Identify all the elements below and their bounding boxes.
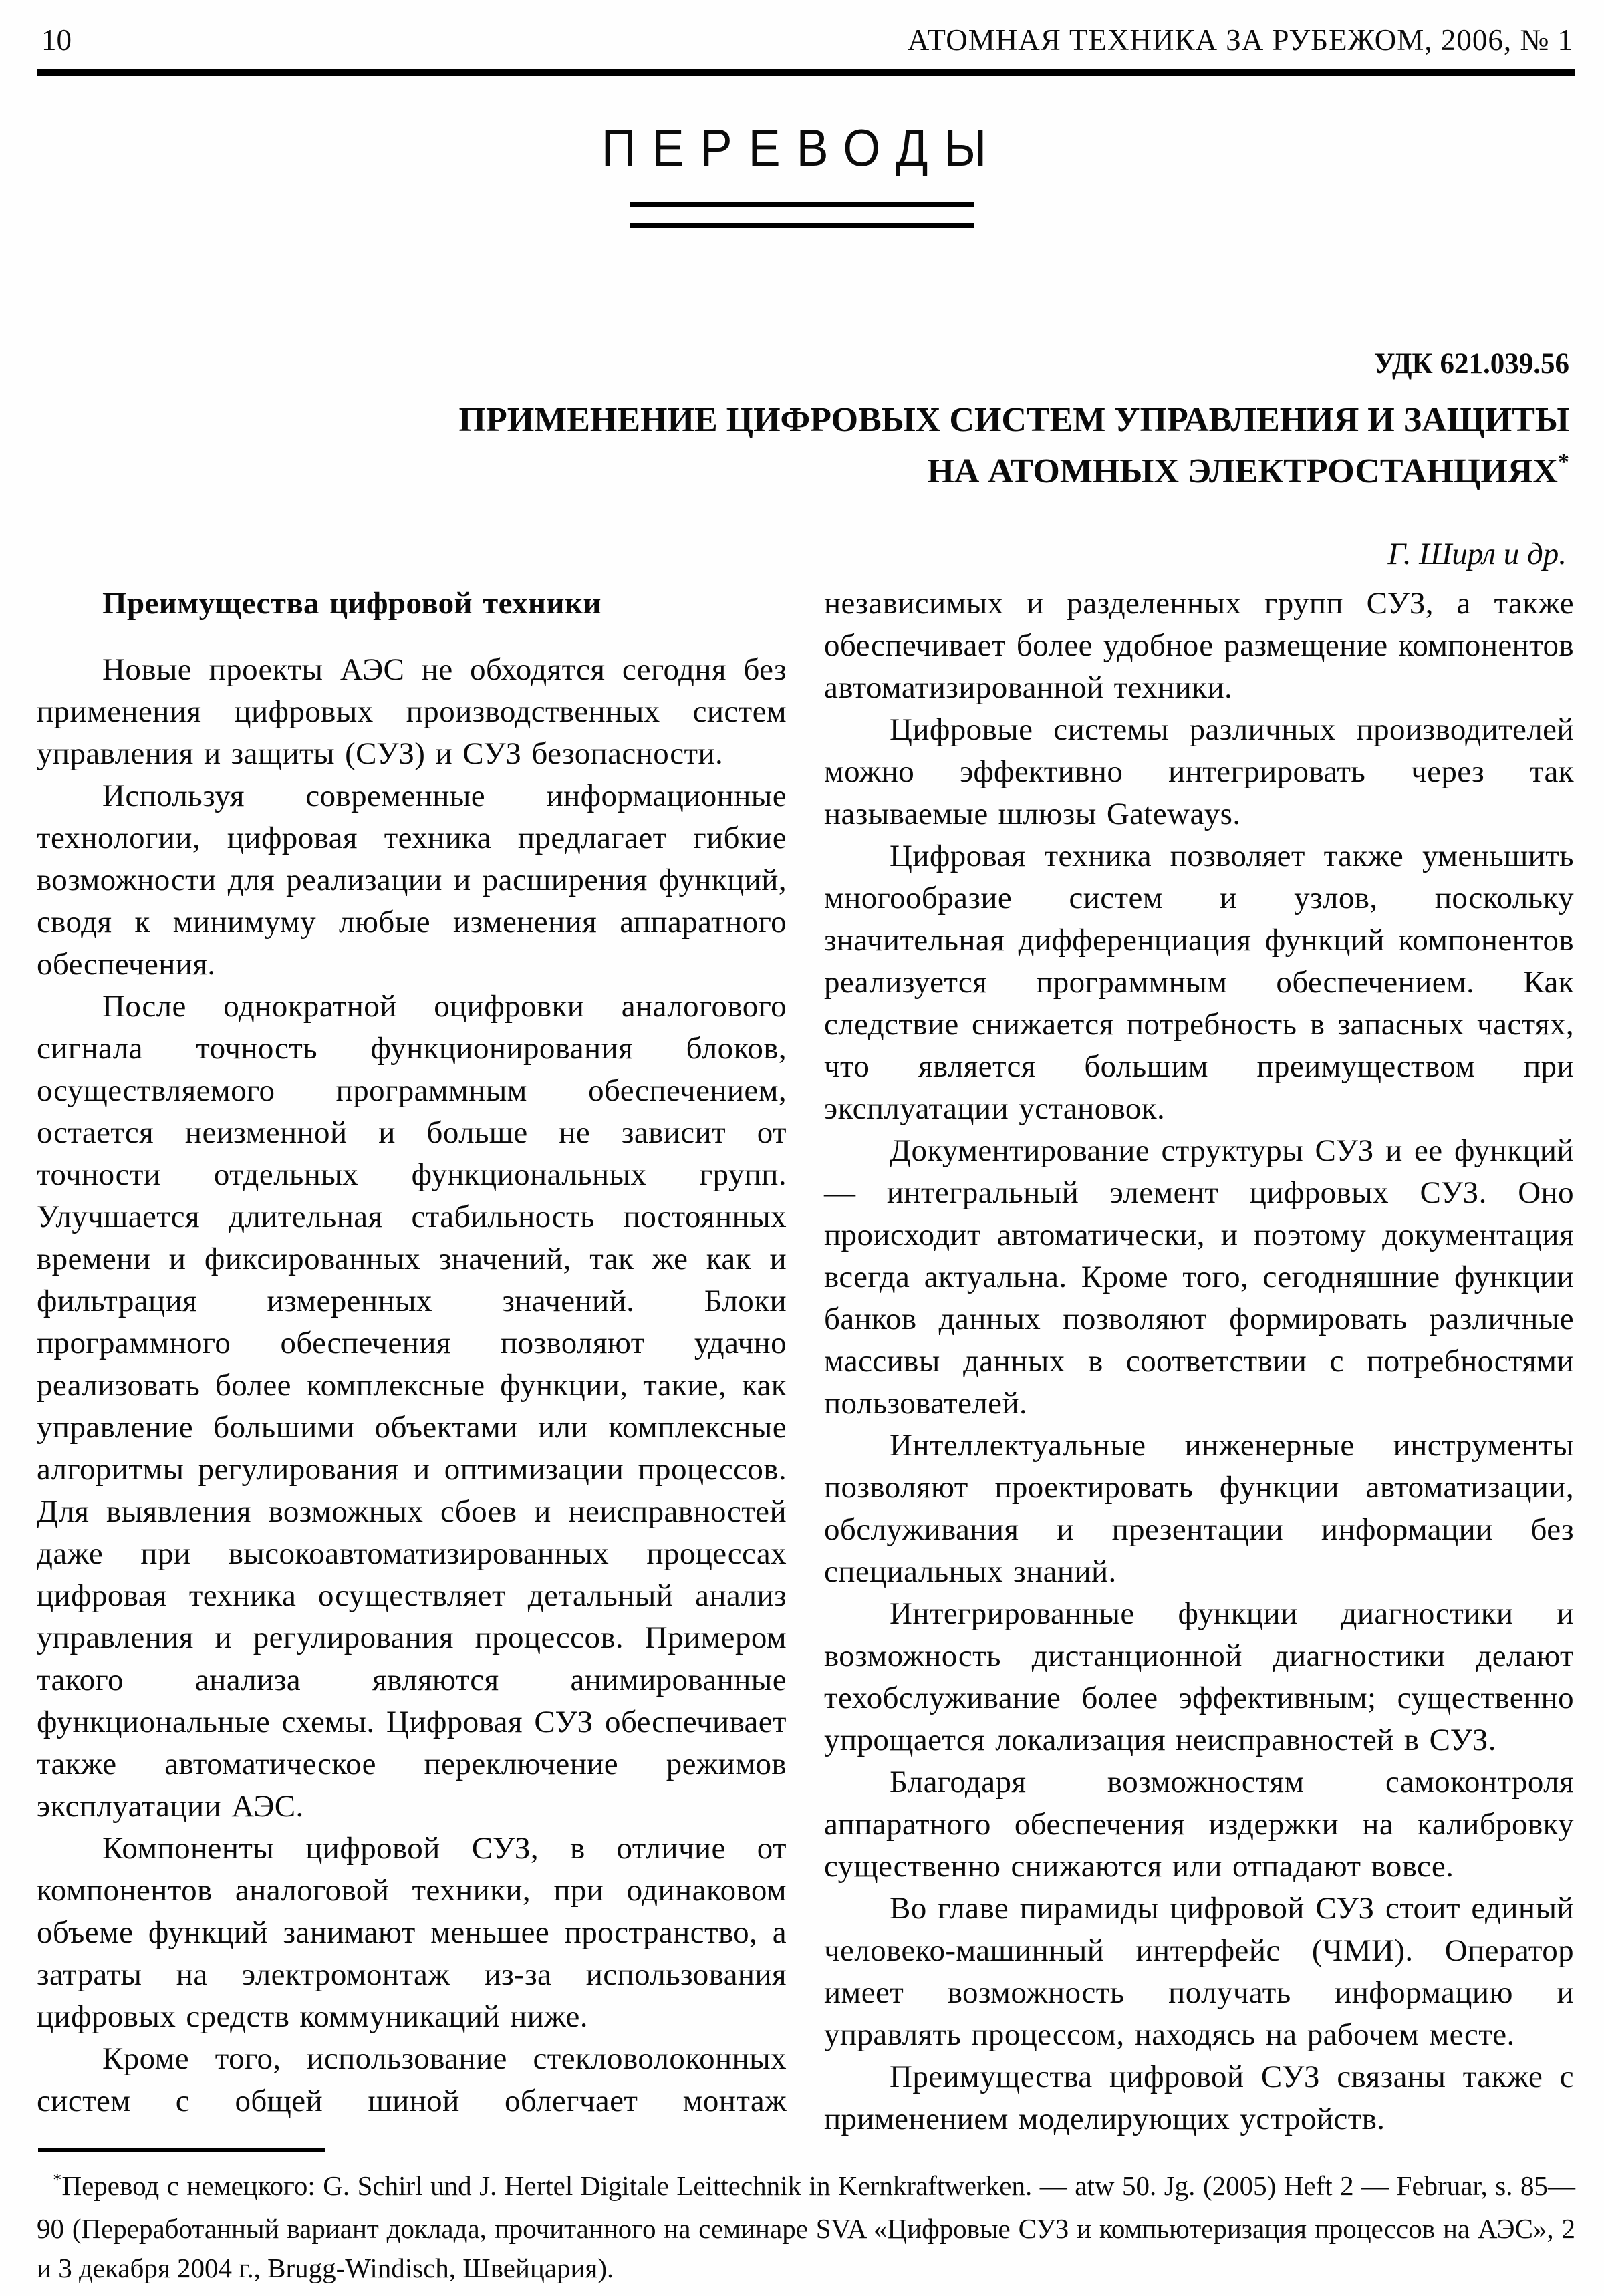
paragraph: Цифровая техника позволяет также уменьшить многообразие систем и узлов, поскольку значительная дифференциация функций компонентов реализуется программным обеспечением. Как следствие снижается потребность в запасных частях, что является большим преимуществом при эксплуатации установок. xyxy=(824,839,1574,1126)
journal-running-title: АТОМНАЯ ТЕХНИКА ЗА РУБЕЖОМ, 2006, № 1 xyxy=(907,23,1573,57)
page-number: 10 xyxy=(41,23,72,57)
author-line: Г. Ширл и др. xyxy=(1387,537,1567,571)
title-footnote-marker: * xyxy=(1558,450,1569,474)
paragraph: Благодаря возможностям самоконтроля аппаратного обеспечения издержки на калибровку существенно снижаются или отпадают вовсе. xyxy=(824,1765,1574,1884)
header-rule xyxy=(37,69,1575,76)
left-column xyxy=(37,583,787,2122)
right-column xyxy=(824,583,1574,2140)
paragraph: Во главе пирамиды цифровой СУЗ стоит единый человеко-машинный интерфейс (ЧМИ). Оператор имеет возможность получать информацию и управлять процессом, находясь на рабочем месте. xyxy=(824,1891,1574,2052)
udk-code: УДК 621.039.56 xyxy=(1373,348,1569,380)
footnote-text: Перевод с немецкого: G. Schirl und J. Hertel Digitale Leittechnik in Kernkraftwerken. — atw 50. Jg. (2005) Heft 2 — Februar, s. 85—90 (Переработанный вариант доклада, прочитанного на семинаре SVA «Цифровые СУЗ и компьютеризация процессов на АЭС», 2 и 3 декабря 2004 г., Brugg-Windisch, Швейцария). xyxy=(37,2170,1575,2283)
article-title-line1: ПРИМЕНЕНИЕ ЦИФРОВЫХ СИСТЕМ УПРАВЛЕНИЯ И ЗАЩИТЫ xyxy=(458,401,1569,439)
footnote-marker: * xyxy=(53,2170,62,2190)
paragraph: Преимущества цифровой СУЗ связаны также с применением моделирующих устройств. xyxy=(824,2059,1574,2136)
section-heading: Преимущества цифровой техники xyxy=(102,586,602,621)
paragraph: Цифровые системы различных производителей можно эффективно интегрировать через так называемые шлюзы Gateways. xyxy=(824,712,1574,831)
section-banner-underline xyxy=(630,202,974,228)
paragraph: Компоненты цифровой СУЗ, в отличие от компонентов аналоговой техники, при одинаковом объеме функций занимают меньшее пространство, а затраты на электромонтаж из-за использования цифровых средств коммуникаций ниже. xyxy=(37,1831,787,2034)
paragraph: независимых и разделенных групп СУЗ, а также обеспечивает более удобное размещение компонентов автоматизированной техники. xyxy=(824,586,1574,705)
footnote xyxy=(37,2166,1575,2288)
paragraph: Интеллектуальные инженерные инструменты позволяют проектировать функции автоматизации, обслуживания и презентации информации без специальных знаний. xyxy=(824,1428,1574,1589)
article-title-line2: НА АТОМНЫХ ЭЛЕКТРОСТАНЦИЯХ xyxy=(927,452,1558,490)
paragraph: Кроме того, использование стекловолоконных систем с общей шиной облегчает монтаж xyxy=(37,2041,787,2118)
paragraph: Интегрированные функции диагностики и возможность дистанционной диагностики делают техобслуживание более эффективным; существенно упрощается локализация неисправностей в СУЗ. xyxy=(824,1596,1574,1757)
section-banner: ПЕРЕВОДЫ xyxy=(601,120,1003,178)
footnote-rule xyxy=(38,2148,325,2152)
paragraph: Используя современные информационные технологии, цифровая техника предлагает гибкие возможности для реализации и расширения функций, сводя к минимуму любые изменения аппаратного обеспечения. xyxy=(37,778,787,982)
paragraph: Документирование структуры СУЗ и ее функций — интегральный элемент цифровых СУЗ. Оно происходит автоматически, и поэтому документация всегда актуальна. Кроме того, сегодняшние функции банков данных позволяют формировать различные массивы данных в соответствии с потребностями пользователей. xyxy=(824,1133,1574,1421)
paragraph: Новые проекты АЭС не обходятся сегодня без применения цифровых производственных систем управления и защиты (СУЗ) и СУЗ безопасности. xyxy=(37,652,787,771)
article-title xyxy=(393,394,1569,501)
paragraph: После однократной оцифровки аналогового сигнала точность функционирования блоков, осуществляемого программным обеспечением, остается неизменной и больше не зависит от точности отдельных функциональных групп. Улучшается длительная стабильность постоянных времени и фиксированных значений, так же как и фильтрация измеренных значений. Блоки программного обеспечения позволяют удачно реализовать более комплексные функции, такие, как управление большими объектами или комплексные алгоритмы регулирования и оптимизации процессов. Для выявления возможных сбоев и неисправностей даже при высокоавтоматизированных процессах цифровая техника осуществляет детальный анализ управления и регулирования процессов. Примером такого анализа являются анимированные функциональные схемы. Цифровая СУЗ обеспечивает также автоматическое переключение режимов эксплуатации АЭС. xyxy=(37,989,787,1824)
